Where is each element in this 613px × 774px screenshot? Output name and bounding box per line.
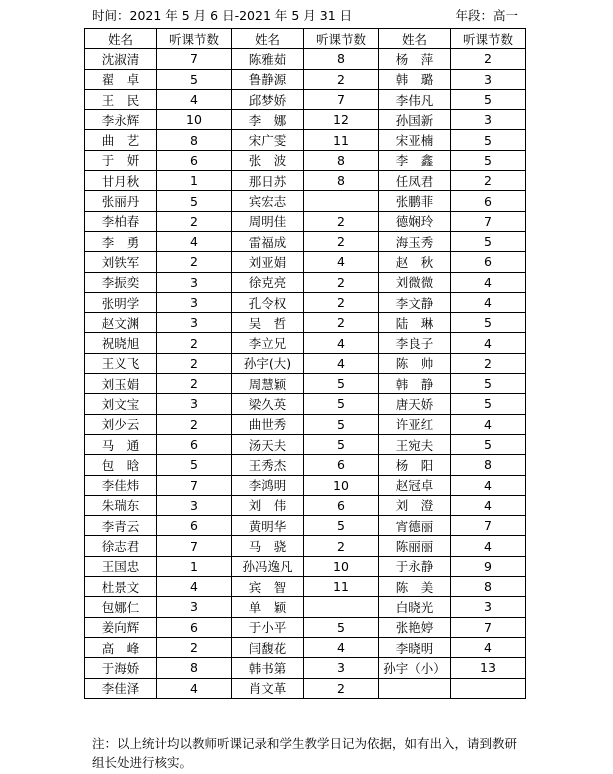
lesson-count-cell: 6 <box>451 191 526 211</box>
lesson-count-cell: 4 <box>451 414 526 434</box>
lesson-count-cell: 6 <box>304 455 379 475</box>
lesson-count-cell: 4 <box>451 292 526 312</box>
teacher-name-cell: 李伟凡 <box>379 89 451 109</box>
grade-label: 年段：高一 <box>455 8 518 23</box>
teacher-name-cell: 于小平 <box>232 617 304 637</box>
teacher-name-cell: 李佳炜 <box>85 475 157 495</box>
teacher-name-cell: 李 娜 <box>232 110 304 130</box>
footnote: 注：以上统计均以教师听课记录和学生教学日记为依据，如有出入，请到教研组长处进行核实。 <box>92 736 518 770</box>
teacher-name-cell: 李 勇 <box>85 231 157 251</box>
lesson-count-cell: 7 <box>451 211 526 231</box>
teacher-name-cell: 杨 阳 <box>379 455 451 475</box>
lesson-count-cell: 8 <box>451 577 526 597</box>
lesson-count-cell: 5 <box>304 434 379 454</box>
teacher-name-cell: 杨 萍 <box>379 49 451 69</box>
teacher-name-cell: 张 波 <box>232 150 304 170</box>
teacher-name-cell: 陈 美 <box>379 577 451 597</box>
lesson-count-cell: 11 <box>304 577 379 597</box>
teacher-name-cell: 马 通 <box>85 434 157 454</box>
teacher-name-cell: 黄明华 <box>232 516 304 536</box>
lesson-count-cell: 2 <box>304 678 379 698</box>
teacher-name-cell: 沈淑清 <box>85 49 157 69</box>
teacher-name-cell: 曲 艺 <box>85 130 157 150</box>
teacher-name-cell: 王义飞 <box>85 353 157 373</box>
table-row <box>85 272 526 292</box>
teacher-name-cell: 于 妍 <box>85 150 157 170</box>
teacher-name-cell: 闫馥花 <box>232 637 304 657</box>
teacher-name-cell: 陈 帅 <box>379 353 451 373</box>
teacher-name-cell: 宋广雯 <box>232 130 304 150</box>
teacher-name-cell: 李柏春 <box>85 211 157 231</box>
table-row <box>85 89 526 109</box>
lesson-count-cell: 2 <box>157 414 232 434</box>
table-row <box>85 516 526 536</box>
lesson-count-cell: 4 <box>451 333 526 353</box>
teacher-name-cell: 韩书第 <box>232 658 304 678</box>
teacher-name-cell: 赵冠卓 <box>379 475 451 495</box>
lesson-count-cell: 10 <box>157 110 232 130</box>
table-row <box>85 536 526 556</box>
lesson-count-cell: 1 <box>157 171 232 191</box>
lesson-count-cell: 8 <box>157 130 232 150</box>
teacher-name-cell: 德娴玲 <box>379 211 451 231</box>
column-header: 听课节数 <box>451 29 526 49</box>
lesson-count-cell: 6 <box>304 495 379 515</box>
table-header-row <box>85 29 526 49</box>
lesson-count-cell: 3 <box>157 313 232 333</box>
teacher-name-cell: 宾 智 <box>232 577 304 597</box>
column-header: 姓名 <box>379 29 451 49</box>
lesson-count-cell: 11 <box>304 130 379 150</box>
table-row <box>85 252 526 272</box>
lesson-count-cell: 5 <box>451 89 526 109</box>
lesson-count-cell: 2 <box>304 231 379 251</box>
lesson-count-cell: 4 <box>304 353 379 373</box>
teacher-name-cell: 刘少云 <box>85 414 157 434</box>
lesson-count-cell: 4 <box>451 536 526 556</box>
lesson-count-cell: 8 <box>304 49 379 69</box>
teacher-name-cell: 王 民 <box>85 89 157 109</box>
lesson-count-cell: 8 <box>304 150 379 170</box>
teacher-name-cell: 祝晓旭 <box>85 333 157 353</box>
lesson-count-cell: 4 <box>304 333 379 353</box>
teacher-name-cell: 刘微微 <box>379 272 451 292</box>
table-row <box>85 49 526 69</box>
teacher-name-cell: 孙宇(大) <box>232 353 304 373</box>
lesson-count-cell: 7 <box>304 89 379 109</box>
lesson-count-cell: 8 <box>451 455 526 475</box>
lesson-count-cell: 9 <box>451 556 526 576</box>
teacher-name-cell: 刘文宝 <box>85 394 157 414</box>
teacher-name-cell: 宾宏志 <box>232 191 304 211</box>
teacher-name-cell: 王国忠 <box>85 556 157 576</box>
teacher-name-cell: 刘铁军 <box>85 252 157 272</box>
teacher-name-cell: 梁久英 <box>232 394 304 414</box>
teacher-name-cell: 宋亚楠 <box>379 130 451 150</box>
table-row <box>85 475 526 495</box>
teacher-name-cell: 吴 哲 <box>232 313 304 333</box>
lesson-count-cell: 5 <box>451 374 526 394</box>
lesson-count-cell: 1 <box>157 556 232 576</box>
lesson-count-cell: 2 <box>451 171 526 191</box>
lesson-count-cell: 4 <box>451 475 526 495</box>
lesson-count-cell <box>451 678 526 698</box>
lesson-count-cell: 2 <box>304 272 379 292</box>
lesson-count-cell: 7 <box>157 475 232 495</box>
lesson-count-cell: 6 <box>451 252 526 272</box>
teacher-name-cell: 刘 伟 <box>232 495 304 515</box>
teacher-name-cell: 陈雅茹 <box>232 49 304 69</box>
lesson-count-cell: 3 <box>157 495 232 515</box>
table-row <box>85 211 526 231</box>
table-row <box>85 231 526 251</box>
table-row <box>85 110 526 130</box>
column-header: 姓名 <box>232 29 304 49</box>
teacher-name-cell: 孙宇（小） <box>379 658 451 678</box>
table-row <box>85 556 526 576</box>
teacher-name-cell: 赵文渊 <box>85 313 157 333</box>
lesson-count-cell: 5 <box>451 434 526 454</box>
teacher-name-cell: 海玉秀 <box>379 231 451 251</box>
lesson-count-cell: 3 <box>451 69 526 89</box>
lesson-count-cell: 4 <box>304 252 379 272</box>
teacher-name-cell: 单 颖 <box>232 597 304 617</box>
teacher-name-cell: 李晓明 <box>379 637 451 657</box>
table-row <box>85 455 526 475</box>
lesson-count-cell: 7 <box>157 49 232 69</box>
column-header: 听课节数 <box>157 29 232 49</box>
lesson-count-cell: 2 <box>304 313 379 333</box>
lesson-count-cell: 5 <box>304 414 379 434</box>
lesson-count-cell: 2 <box>157 637 232 657</box>
teacher-name-cell: 徐克亮 <box>232 272 304 292</box>
table-row <box>85 637 526 657</box>
table-row <box>85 495 526 515</box>
column-header: 姓名 <box>85 29 157 49</box>
lesson-count-cell: 5 <box>451 394 526 414</box>
teacher-name-cell: 李青云 <box>85 516 157 536</box>
lesson-count-cell: 2 <box>157 211 232 231</box>
teacher-name-cell: 周慧颖 <box>232 374 304 394</box>
table-row <box>85 394 526 414</box>
document-header <box>92 6 522 26</box>
teacher-name-cell: 李良子 <box>379 333 451 353</box>
teacher-name-cell: 杜景文 <box>85 577 157 597</box>
attendance-table <box>84 28 526 699</box>
lesson-count-cell: 7 <box>157 536 232 556</box>
teacher-name-cell <box>379 678 451 698</box>
lesson-count-cell: 2 <box>304 292 379 312</box>
teacher-name-cell: 高 峰 <box>85 637 157 657</box>
lesson-count-cell: 3 <box>157 292 232 312</box>
lesson-count-cell: 5 <box>157 455 232 475</box>
lesson-count-cell: 3 <box>451 597 526 617</box>
teacher-name-cell: 孙国新 <box>379 110 451 130</box>
teacher-name-cell: 李鸿明 <box>232 475 304 495</box>
date-range: 时间：2021 年 5 月 6 日-2021 年 5 月 31 日 <box>92 8 353 23</box>
lesson-count-cell: 13 <box>451 658 526 678</box>
lesson-count-cell: 2 <box>304 69 379 89</box>
teacher-name-cell: 张艳婷 <box>379 617 451 637</box>
lesson-count-cell: 5 <box>304 394 379 414</box>
lesson-count-cell: 5 <box>157 69 232 89</box>
table-row <box>85 191 526 211</box>
lesson-count-cell: 4 <box>451 272 526 292</box>
lesson-count-cell: 3 <box>157 597 232 617</box>
lesson-count-cell: 5 <box>304 516 379 536</box>
lesson-count-cell: 4 <box>157 231 232 251</box>
teacher-name-cell: 翟 卓 <box>85 69 157 89</box>
teacher-name-cell: 刘玉娟 <box>85 374 157 394</box>
lesson-count-cell: 5 <box>451 130 526 150</box>
lesson-count-cell: 12 <box>304 110 379 130</box>
lesson-count-cell <box>304 191 379 211</box>
teacher-name-cell: 肖文革 <box>232 678 304 698</box>
teacher-name-cell: 李文静 <box>379 292 451 312</box>
lesson-count-cell: 2 <box>304 211 379 231</box>
teacher-name-cell: 唐天娇 <box>379 394 451 414</box>
lesson-count-cell: 8 <box>157 658 232 678</box>
teacher-name-cell: 王宛夫 <box>379 434 451 454</box>
lesson-count-cell: 2 <box>157 333 232 353</box>
lesson-count-cell: 8 <box>304 171 379 191</box>
teacher-name-cell: 刘亚娟 <box>232 252 304 272</box>
lesson-count-cell: 2 <box>157 252 232 272</box>
table-row <box>85 292 526 312</box>
lesson-count-cell: 5 <box>304 374 379 394</box>
table-row <box>85 617 526 637</box>
lesson-count-cell: 6 <box>157 516 232 536</box>
lesson-count-cell: 2 <box>304 536 379 556</box>
lesson-count-cell: 5 <box>451 231 526 251</box>
lesson-count-cell: 6 <box>157 434 232 454</box>
teacher-name-cell: 赵 秋 <box>379 252 451 272</box>
table-row <box>85 171 526 191</box>
lesson-count-cell: 2 <box>157 353 232 373</box>
lesson-count-cell: 3 <box>304 658 379 678</box>
table-row <box>85 353 526 373</box>
lesson-count-cell: 6 <box>157 617 232 637</box>
teacher-name-cell: 姜向辉 <box>85 617 157 637</box>
teacher-name-cell: 那日苏 <box>232 171 304 191</box>
table-body <box>85 49 526 699</box>
lesson-count-cell: 4 <box>157 678 232 698</box>
teacher-name-cell: 甘月秋 <box>85 171 157 191</box>
lesson-count-cell: 10 <box>304 556 379 576</box>
lesson-count-cell: 5 <box>304 617 379 637</box>
table-row <box>85 597 526 617</box>
teacher-name-cell: 李 鑫 <box>379 150 451 170</box>
teacher-name-cell: 张丽丹 <box>85 191 157 211</box>
lesson-count-cell: 5 <box>451 150 526 170</box>
teacher-name-cell: 包娜仁 <box>85 597 157 617</box>
table-row <box>85 69 526 89</box>
table-row <box>85 150 526 170</box>
teacher-name-cell: 孙冯逸凡 <box>232 556 304 576</box>
teacher-name-cell: 孔令权 <box>232 292 304 312</box>
column-header: 听课节数 <box>304 29 379 49</box>
teacher-name-cell: 韩 璐 <box>379 69 451 89</box>
teacher-name-cell: 韩 静 <box>379 374 451 394</box>
teacher-name-cell: 陆 琳 <box>379 313 451 333</box>
teacher-name-cell: 王秀杰 <box>232 455 304 475</box>
lesson-count-cell: 6 <box>157 150 232 170</box>
lesson-count-cell: 4 <box>451 495 526 515</box>
teacher-name-cell: 任凤君 <box>379 171 451 191</box>
lesson-count-cell: 4 <box>157 89 232 109</box>
teacher-name-cell: 李佳泽 <box>85 678 157 698</box>
teacher-name-cell: 于永静 <box>379 556 451 576</box>
lesson-count-cell: 2 <box>451 353 526 373</box>
lesson-count-cell: 2 <box>157 374 232 394</box>
teacher-name-cell: 徐志君 <box>85 536 157 556</box>
teacher-name-cell: 白晓光 <box>379 597 451 617</box>
teacher-name-cell: 于海娇 <box>85 658 157 678</box>
lesson-count-cell: 7 <box>451 617 526 637</box>
lesson-count-cell: 4 <box>451 637 526 657</box>
lesson-count-cell <box>304 597 379 617</box>
lesson-count-cell: 3 <box>451 110 526 130</box>
table-row <box>85 577 526 597</box>
teacher-name-cell: 张鹏菲 <box>379 191 451 211</box>
table-row <box>85 313 526 333</box>
lesson-count-cell: 2 <box>451 49 526 69</box>
teacher-name-cell: 汤天夫 <box>232 434 304 454</box>
table-row <box>85 434 526 454</box>
table-row <box>85 130 526 150</box>
teacher-name-cell: 包 晗 <box>85 455 157 475</box>
lesson-count-cell: 3 <box>157 272 232 292</box>
teacher-name-cell: 陈丽丽 <box>379 536 451 556</box>
table-row <box>85 658 526 678</box>
lesson-count-cell: 5 <box>451 313 526 333</box>
table-row <box>85 333 526 353</box>
teacher-name-cell: 雷福成 <box>232 231 304 251</box>
lesson-count-cell: 3 <box>157 394 232 414</box>
teacher-name-cell: 朱瑞东 <box>85 495 157 515</box>
lesson-count-cell: 10 <box>304 475 379 495</box>
teacher-name-cell: 李振奕 <box>85 272 157 292</box>
table-row <box>85 678 526 698</box>
lesson-count-cell: 5 <box>157 191 232 211</box>
teacher-name-cell: 张明学 <box>85 292 157 312</box>
teacher-name-cell: 马 骁 <box>232 536 304 556</box>
teacher-name-cell: 鲁静源 <box>232 69 304 89</box>
table-row <box>85 414 526 434</box>
teacher-name-cell: 周明佳 <box>232 211 304 231</box>
table-row <box>85 374 526 394</box>
teacher-name-cell: 曲世秀 <box>232 414 304 434</box>
lesson-count-cell: 4 <box>304 637 379 657</box>
lesson-count-cell: 4 <box>157 577 232 597</box>
teacher-name-cell: 李永辉 <box>85 110 157 130</box>
teacher-name-cell: 邱梦娇 <box>232 89 304 109</box>
teacher-name-cell: 李立兄 <box>232 333 304 353</box>
teacher-name-cell: 宵德丽 <box>379 516 451 536</box>
teacher-name-cell: 许亚红 <box>379 414 451 434</box>
teacher-name-cell: 刘 澄 <box>379 495 451 515</box>
lesson-count-cell: 7 <box>451 516 526 536</box>
